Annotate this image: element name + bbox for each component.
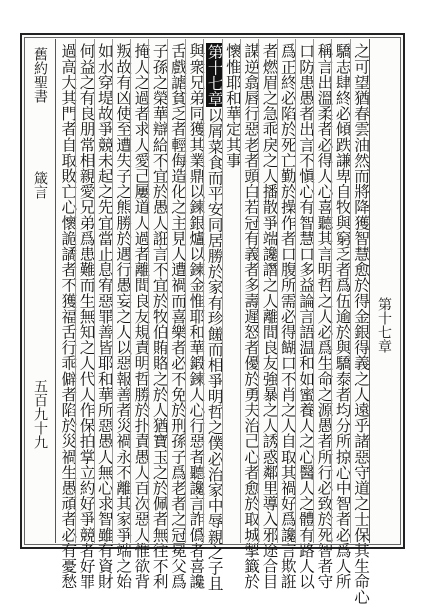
text-column: 何益之有良朋常相親愛兄弟爲患難而生無知之人代人作保拍掌立約好爭競者好罪 — [75, 39, 93, 543]
chapter-heading-column: 第十七章以屑菜食而平安同居勝於家有珍饈而相爭明哲之僕必治家中辱親之子且 — [203, 39, 221, 543]
text-column: 舌戲謔貧乏者輕侮造化之主見人遭禍而喜樂者必不免於刑孫子爲老者之冠冕父爲 — [167, 39, 185, 543]
text-column: 子孫之榮華辯給不宜於愚人誑言不宜於牧伯賄賂之於人猶寶玉之於佩者無往不利 — [148, 39, 166, 543]
text-column: 叛故有凶使至遭失子之熊勝於遇行愚妄之人以惡報善者災禍永不離其家爭端之始 — [112, 39, 130, 543]
page-number: 五百九十九 — [32, 379, 48, 449]
page-frame — [20, 33, 405, 605]
text-column: 過高大其門者自取敗亡心懷詭譎者不獲福舌行乖僻者陷於災禍生愚頑者必有憂愁 — [59, 43, 78, 589]
text-column: 掩人之過者求人愛己屢道人過者離間良友規責明哲勝於扑責愚人百次惡人惟欲背 — [130, 39, 148, 543]
section-label: 箴言 — [32, 171, 48, 199]
text-column: 與衆兄弟同獲其業鼎以鍊銀爐以鍊金惟耶和華鍛鍊人心行惡者聽讒言詐僞者喜讒 — [185, 39, 203, 543]
text-body — [58, 39, 370, 605]
book-title: 舊約聖書 — [32, 47, 48, 103]
text-column: 驕志肆終必傾跌謙卑自牧與窮乏者爲伍逾於與驕泰者均分所掠心中智者必爲人所 — [331, 39, 349, 543]
chapter-marker: 第十七章 — [205, 44, 224, 107]
left-margin — [26, 39, 56, 543]
text-column: 稱言出溫柔者必得人心喜聽其言明哲之人必爲生命之源愚者所行必致於死智者守 — [313, 39, 331, 543]
text-column: 者燃眉之急乖戾之人播散爭端讒譖之人離間良友強暴之人誘惑鄰里導入邪途合目 — [258, 39, 276, 543]
chapter-label: 第十七章 — [376, 297, 392, 353]
text-column: 口防患愚者出言不愼心有智慧口多益論言語温和如蜜養人之心醫人之體有路人以 — [295, 39, 313, 543]
text-column: 之可望猶春雲油然而將降獲智慧愈於得金銀得義之人遠乎諸惡守道之士保其生命心 — [350, 39, 368, 543]
text-column: 爲正終必陷於死亡勤於操作者口腹所需必得餬口不肖之人自取其禍好爲讒言欺誑 — [277, 39, 295, 543]
right-margin — [369, 39, 399, 543]
text-column: 懷惟耶和華定其事 — [222, 39, 240, 543]
text-column: 謀逆翕唇行惡老者頭白若冠有義者多壽遲怒者優於勇夫治己心者愈於取城掣籤於 — [240, 39, 258, 543]
text-column: 如水穿堤故爭競未起之先宜當止息宥惡罪善皆耶和華所惡愚人無心求智雖有資財 — [94, 39, 112, 543]
